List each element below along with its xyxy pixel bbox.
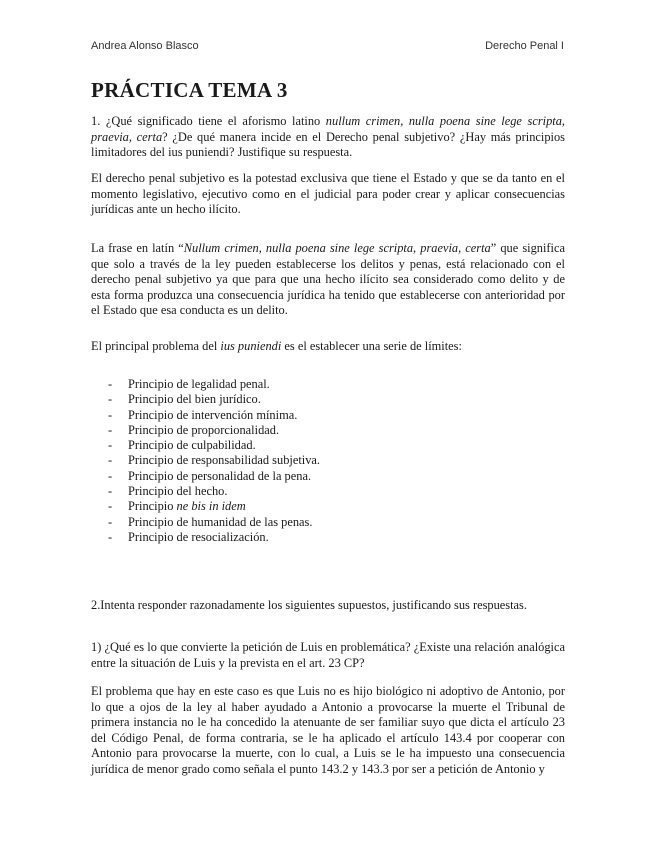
page-header [91,40,564,52]
list-dash: - [108,377,113,391]
list-item-italic: ne bis in idem [176,499,246,514]
list-item-text: Principio del hecho. [128,484,228,499]
header-subject: Derecho Penal I [485,40,564,52]
page-title: PRÁCTICA TEMA 3 [91,78,288,102]
list-dash: - [108,407,113,422]
list-item [108,377,320,392]
paragraph-2-text-a: La frase en latín “ [91,241,184,255]
list-item [108,438,320,453]
list-item [108,408,320,423]
header-author: Andrea Alonso Blasco [91,40,199,52]
list-item-text: Principio de responsabilidad subjetiva. [128,453,321,468]
paragraph-4: El problema que hay en este caso es que Luis no es hijo biológico ni adoptivo de Antonio, por lo que a ojos de la ley al haber ayudado a Antonio a provocarse la muerte el Tribunal de primera instancia no le ha concedido la atenuante de ser familiar suyo que dicta el artículo 23 del Código Penal, de forma contraria, se le ha aplicado el artículo 143.4 por cooperar con Antonio para provocarse la muerte, con lo cual, a Luis se le ha impuesto una consecuencia jurídica de menor grado como señala el punto 143.2 y 143.3 por ser a petición de Antonio y [91,684,565,776]
list-item-text: Principio del bien jurídico. [128,392,261,407]
question-1-number: 1. [91,114,106,128]
list-dash: - [108,392,113,407]
question-1-text-b: ? ¿De qué manera incide en el Derecho penal subjetivo? ¿Hay más principios limitadores del ius puniendi? Justifique su respuesta. [91,129,565,159]
list-dash: - [108,453,113,468]
paragraph-3-text-a: El principal problema del [91,339,221,353]
list-item [108,453,320,468]
list-item-text: Principio de legalidad penal. [128,377,270,391]
list-item-text: Principio de culpabilidad. [128,438,256,453]
list-item-text-prefix: Principio [128,499,177,514]
list-dash: - [108,529,113,544]
paragraph-3-text-b: es el establecer una serie de límites: [281,339,462,353]
paragraph-2-latin: Nullum crimen, nulla poena sine lege scripta, praevia, certa [183,241,491,255]
question-1-text-a: ¿Qué significado tiene el aforismo latino [105,114,326,128]
list-dash: - [108,499,113,514]
list-item-text: Principio de proporcionalidad. [128,422,280,437]
question-2: 2.Intenta responder razonadamente los siguientes supuestos, justificando sus respuestas. [91,598,527,612]
principles-list [108,377,320,545]
question-1 [91,114,565,161]
paragraph-1: El derecho penal subjetivo es la potestad exclusiva que tiene el Estado y que se da tanto en el momento legislativo, ejecutivo como en el judicial para poder crear y aplicar consecuencias jurídicas ante un hecho ilícito. [91,171,565,216]
list-item [108,530,320,545]
list-dash: - [108,438,113,453]
list-dash: - [108,468,113,483]
paragraph-2 [91,241,565,319]
paragraph-3-italic: ius puniendi [220,339,282,353]
list-item [108,515,320,530]
paragraph-3 [91,339,565,355]
list-dash: - [108,484,113,499]
paragraph-2-text-b: ” que significa que solo a través de la ley pueden establecerse los delitos y penas, está relacionado con el derecho penal subjetivo ya que para que una hecho ilícito sea considerado como delito y de esta forma produzca una consecuencia jurídica ha tenido que establecerse con anterioridad por el Estado que esa conducta es un delito. [91,241,565,317]
question-2-1: 1) ¿Qué es lo que convierte la petición de Luis en problemática? ¿Existe una relación analógica entre la situación de Luis y la prevista en el art. 23 CP? [91,640,565,670]
question-1-latin: nullum crimen, nulla poena sine lege scripta, praevia, certa [91,114,566,144]
list-item-text: Principio de personalidad de la pena. [128,468,312,483]
list-item [108,423,320,438]
list-item-text: Principio de resocialización. [128,529,269,544]
list-dash: - [108,422,113,437]
list-item-text: Principio de humanidad de las penas. [128,514,313,529]
list-item [108,484,320,499]
list-dash: - [108,514,113,529]
list-item-text: Principio de intervención mínima. [128,407,298,422]
list-item [108,499,320,514]
list-item-text [128,499,246,514]
list-item [108,469,320,484]
list-item [108,392,320,407]
